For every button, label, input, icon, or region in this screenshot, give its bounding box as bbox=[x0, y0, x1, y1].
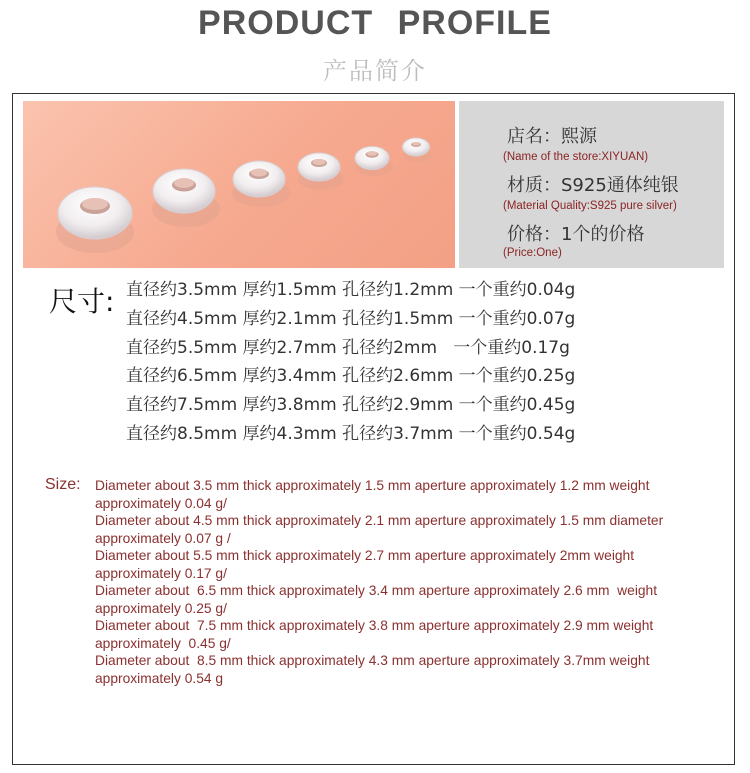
price-en: (Price:One) bbox=[503, 247, 562, 259]
size-line-en: Diameter about 8.5 mm thick approximately 4.3 mm aperture approximately 3.7mm weight bbox=[95, 653, 650, 668]
page-subtitle: 产品简介 bbox=[323, 57, 427, 85]
price: 价格：1个的价格 bbox=[507, 224, 645, 245]
size-line-en: Diameter about 7.5 mm thick approximately 3.8 mm aperture approximately 2.9 mm weight bbox=[95, 618, 654, 633]
size-label-en: Size: bbox=[45, 476, 81, 493]
size-list-en bbox=[95, 477, 735, 687]
product-photo bbox=[23, 101, 455, 268]
size-line-cn: 直径约6.5mm 厚约3.4mm 孔径约2.6mm 一个重约0.25g bbox=[126, 366, 576, 387]
size-line-cn: 直径约7.5mm 厚约3.8mm 孔径约2.9mm 一个重约0.45g bbox=[126, 395, 576, 416]
size-line-cn: 直径约5.5mm 厚约2.7mm 孔径约2mm 一个重约0.17g bbox=[126, 337, 570, 358]
material: 材质：S925通体纯银 bbox=[507, 175, 679, 196]
size-label-cn: 尺寸: bbox=[49, 285, 115, 318]
product-info-panel bbox=[459, 101, 724, 268]
size-line-en: approximately 0.17 g/ bbox=[95, 565, 227, 581]
page-title: PRODUCT PROFILE bbox=[198, 4, 552, 42]
bead-8.5mm bbox=[56, 187, 134, 253]
size-line-cn: 直径约8.5mm 厚约4.3mm 孔径约3.7mm 一个重约0.54g bbox=[126, 423, 576, 444]
size-line-cn: 直径约4.5mm 厚约2.1mm 孔径约1.5mm 一个重约0.07g bbox=[126, 308, 576, 329]
bead-3.5mm bbox=[403, 138, 434, 162]
material-en: (Material Quality:S925 pure silver) bbox=[503, 200, 677, 212]
bead-7.5mm bbox=[152, 169, 220, 227]
size-line-en: approximately 0.54 g bbox=[95, 670, 224, 686]
size-line-en: approximately 0.07 g / bbox=[95, 530, 231, 546]
bead-5.5mm bbox=[298, 153, 344, 190]
size-line-en: Diameter about 4.5 mm thick approximately 2.1 mm aperture approximately 1.5 mm diameter bbox=[95, 513, 664, 528]
size-line-en: approximately 0.45 g/ bbox=[95, 635, 231, 651]
bead-6.5mm bbox=[232, 161, 290, 207]
bead-4.5mm bbox=[355, 147, 393, 177]
size-line-en: Diameter about 3.5 mm thick approximately 1.5 mm aperture approximately 1.2 mm weight bbox=[95, 478, 650, 493]
size-line-en: approximately 0.25 g/ bbox=[95, 600, 227, 616]
store-name-en: (Name of the store:XIYUAN) bbox=[503, 151, 649, 163]
silver-beads-image bbox=[23, 101, 455, 268]
size-list-cn bbox=[126, 276, 575, 449]
size-line-en: Diameter about 6.5 mm thick approximately 3.4 mm aperture approximately 2.6 mm weight bbox=[95, 583, 658, 598]
size-line-cn: 直径约3.5mm 厚约1.5mm 孔径约1.2mm 一个重约0.04g bbox=[126, 280, 576, 300]
size-line-en: Diameter about 5.5 mm thick approximately 2.7 mm aperture approximately 2mm weight bbox=[95, 548, 635, 563]
size-line-en: approximately 0.04 g/ bbox=[95, 495, 227, 511]
store-name: 店名：熙源 bbox=[507, 126, 597, 147]
